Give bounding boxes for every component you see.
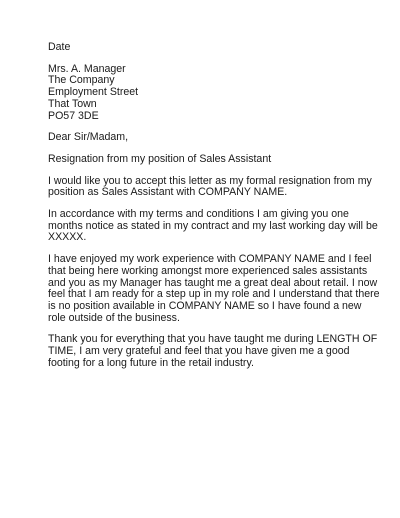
paragraph-line: In accordance with my terms and conditions I am giving you one [48,208,349,221]
recipient-address [48,64,352,123]
address-line: Mrs. A. Manager [48,62,126,75]
paragraph-line: is no position available in COMPANY NAME so I have found a new [48,299,362,312]
paragraph-line: and you as my Manager has taught me a great deal about retail. I now [48,276,378,289]
letter-date: Date [48,41,71,53]
paragraph-line: TIME, I am very grateful and feel that you have given me a good [48,345,350,358]
paragraph-line: I would like you to accept this letter as my formal resignation from my [48,174,372,187]
address-line: The Company [48,74,115,87]
paragraph-line: that being here working amongst more experienced sales assistants [48,264,368,277]
paragraph-line: footing for a long future in the retail industry. [48,356,254,369]
paragraph-line: position as Sales Assistant with COMPANY NAME. [48,186,288,199]
address-line: That Town [48,97,97,110]
paragraph-line: feel that I am ready for a step up in my role and I understand that there [48,288,380,301]
paragraph-line: months notice as stated in my contract and my last working day will be [48,219,378,232]
paragraph-line: I have enjoyed my work experience with COMPANY NAME and I feel [48,253,372,266]
paragraph-experience [48,253,380,324]
subject-line: Resignation from my position of Sales Assistant [48,152,272,165]
paragraph-acceptance [48,174,372,199]
paragraph-line: Thank you for everything that you have taught me during LENGTH OF [48,333,378,346]
salutation: Dear Sir/Madam, [48,131,129,144]
address-line: Employment Street [48,86,139,99]
address-line: PO57 3DE [48,109,99,122]
paragraph-notice [48,208,378,244]
paragraph-line: role outside of the business. [48,311,180,324]
paragraph-thanks [48,333,378,369]
paragraph-line: XXXXX. [48,231,87,244]
